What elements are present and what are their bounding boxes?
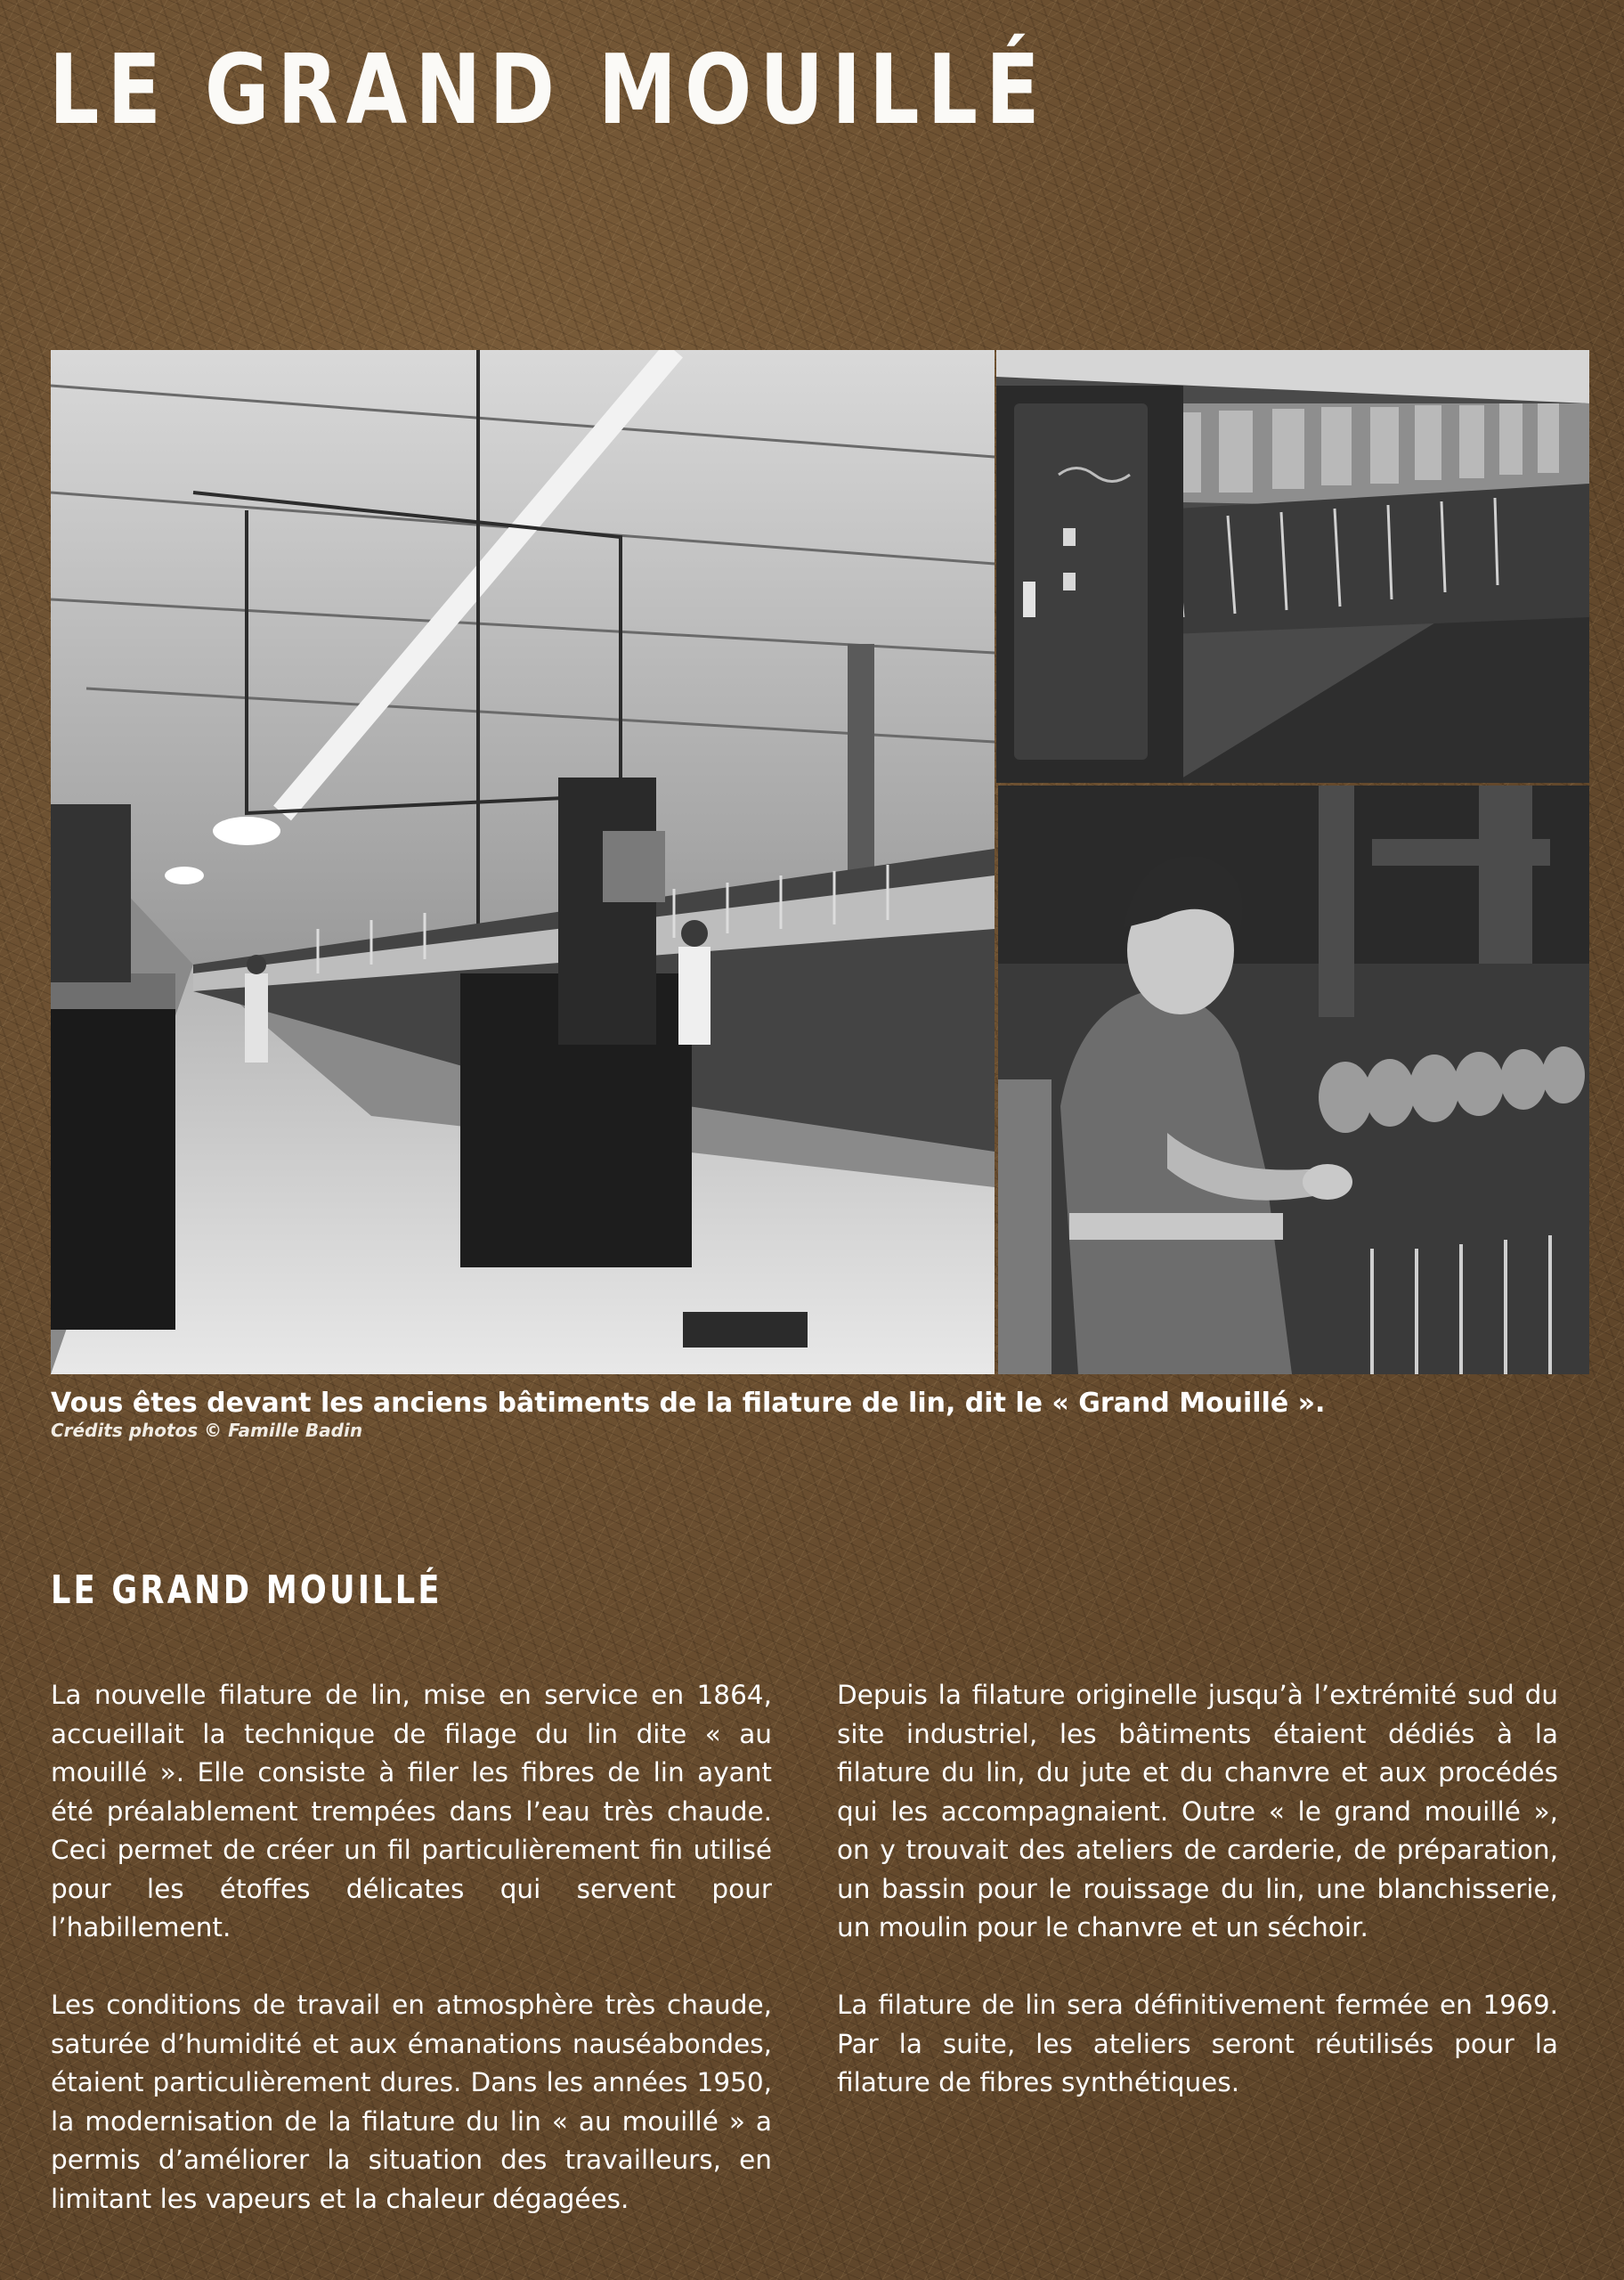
worker-photo	[998, 786, 1589, 1374]
spinning-machine-photo	[996, 350, 1589, 783]
spinning-hall-photo	[51, 350, 995, 1374]
page-title: LE GRAND MOUILLÉ	[49, 35, 1048, 146]
paragraph: Les conditions de travail en atmosphère très chaude, saturée d’humidité et aux émanations nauséabondes, étaient particulièrement dures. Dans les années 1950, la modernisation de la filature du lin « au mouillé » a permis d’améliorer la situation des travailleurs, en limitant les vapeurs et la chaleur dégagées.	[51, 1990, 772, 2214]
paragraph: La filature de lin sera définitivement fermée en 1969. Par la suite, les ateliers seront réutilisés pour la filature de fibres synthétiques.	[837, 1990, 1558, 2097]
paragraph: La nouvelle filature de lin, mise en service en 1864, accueillait la technique de filage du lin dite « au mouillé ». Elle consiste à filer les fibres de lin ayant été préalablement trempées dans l’eau très chaude. Ceci permet de créer un fil particulièrement fin utilisé pour les étoffes délicates qui servent pour l’habillement.	[51, 1680, 772, 1942]
right-text-column	[837, 1676, 1558, 2141]
section-title: LE GRAND MOUILLÉ	[51, 1568, 443, 1613]
photo-credits: Crédits photos © Famille Badin	[51, 1420, 363, 1441]
photo-caption: Vous êtes devant les anciens bâtiments de la filature de lin, dit le « Grand Mouillé ».	[51, 1388, 1326, 1419]
paragraph: Depuis la filature originelle jusqu’à l’extrémité sud du site industriel, les bâtiments étaient dédiés à la filature du lin, du jute et du chanvre et aux procédés qui les accompagnaient. Outre « le grand mouillé », on y trouvait des ateliers de carderie, de préparation, un bassin pour le rouissage du lin, une blanchisserie, un moulin pour le chanvre et un séchoir.	[837, 1680, 1558, 1942]
left-text-column	[51, 1676, 772, 2258]
